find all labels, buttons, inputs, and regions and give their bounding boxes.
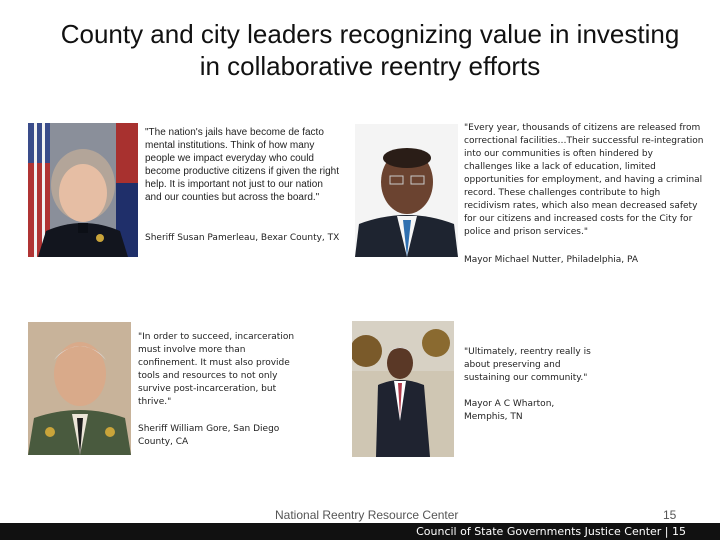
- quote-nutter: "Every year, thousands of citizens are released from correctional facilities…Their successful re-integration into our communities is often hindered by challenges like a lack of education, limited opportunities for employment, and having a criminal record. These challenges contribute to high recidivism rates, which also mean decreased safety for our citizens and increased costs for the City for police and prison services.": [464, 123, 704, 237]
- slide-title-line-2: in collaborative reentry efforts: [199, 51, 541, 81]
- slide-title-line-1: County and city leaders recognizing value in investing: [60, 19, 680, 49]
- slide-title: [20, 18, 720, 82]
- footer-organization: National Reentry Resource Center: [275, 508, 459, 522]
- portrait-photo-wharton: [352, 321, 454, 457]
- attribution-nutter: Mayor Michael Nutter, Philadelphia, PA: [464, 255, 639, 265]
- attribution-wharton-line-2: Memphis, TN: [464, 412, 523, 422]
- portrait-photo-gore: [28, 322, 131, 455]
- quote-gore: "In order to succeed, incarceration must involve more than confinement. It must also provide tools and resources to not only survive post-incarceration, but thrive.": [138, 332, 295, 407]
- portrait-photo-pamerleau: [28, 123, 138, 257]
- footer-page-number: 15: [663, 508, 677, 522]
- portrait-photo-nutter: [355, 124, 458, 257]
- attribution-wharton-line-1: Mayor A C Wharton,: [464, 399, 555, 409]
- attribution-pamerleau: Sheriff Susan Pamerleau, Bexar County, TX: [145, 233, 340, 243]
- footer-bar-text: Council of State Governments Justice Center | 15: [416, 525, 686, 538]
- attribution-wharton: [464, 398, 614, 424]
- quote-pamerleau: "The nation's jails have become de facto mental institutions. Think of how many people we impact everyday who could become productive citizens if given the right help. It is important not just to our nation and our counties but across the board.": [145, 127, 339, 203]
- attribution-gore: Sheriff William Gore, San Diego County, CA: [138, 424, 280, 447]
- footer-bar: [0, 523, 720, 540]
- quote-wharton: "Ultimately, reentry really is about preserving and sustaining our community.": [464, 347, 591, 383]
